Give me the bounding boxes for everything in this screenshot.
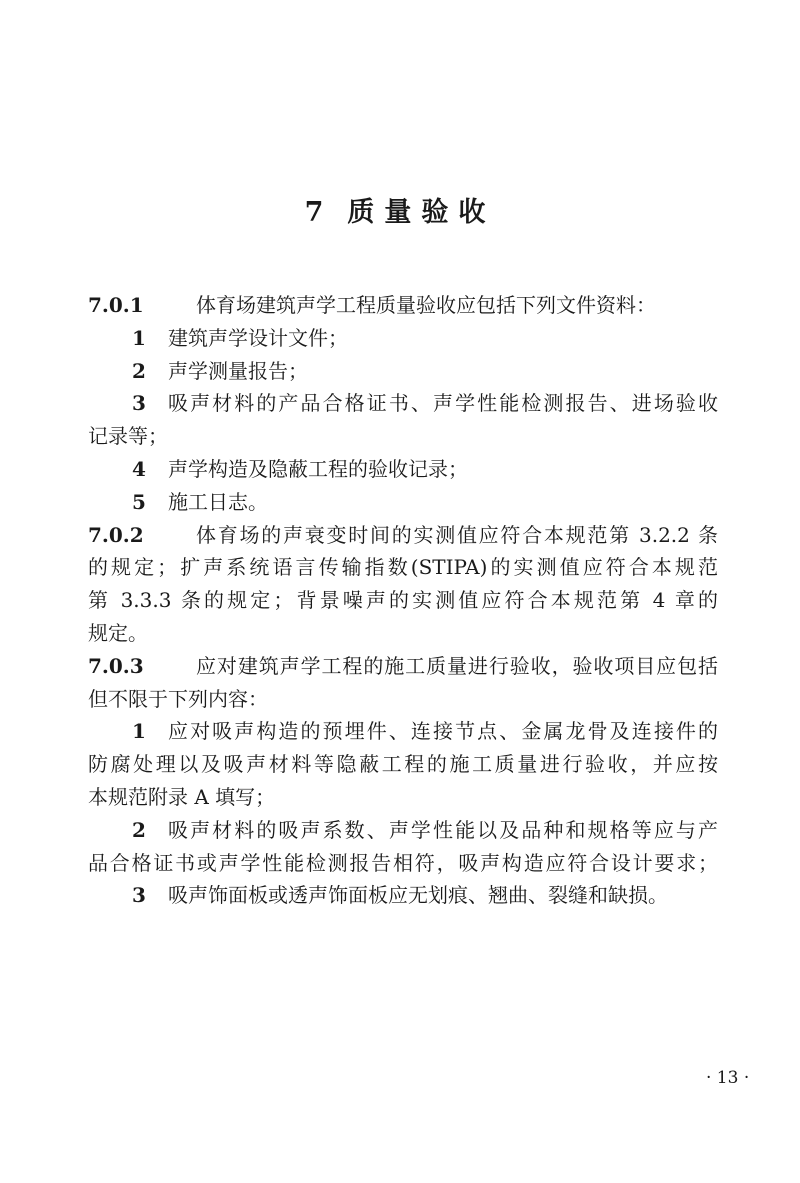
line-text: 施工日志。 [168, 489, 268, 514]
line-text: 的规定；扩声系统语言传输指数(STIPA)的实测值应符合本规范 [88, 555, 718, 580]
clause-number: 7.0.3 [88, 653, 144, 678]
text-line [88, 781, 718, 814]
item-number: 2 [132, 358, 146, 383]
text-line [88, 453, 718, 486]
text-line [88, 486, 718, 519]
line-text: 但不限于下列内容： [88, 686, 268, 711]
text-line [88, 617, 718, 650]
line-text: 体育场建筑声学工程质量验收应包括下列文件资料： [196, 293, 656, 317]
text-line [88, 814, 718, 847]
text-line [88, 584, 718, 617]
text-line [88, 322, 718, 355]
clause-number: 7.0.2 [88, 522, 144, 547]
document-body [88, 289, 718, 912]
item-number: 3 [132, 883, 146, 908]
line-text: 吸声饰面板或透声饰面板应无划痕、翘曲、裂缝和缺损。 [168, 883, 668, 908]
line-text: 防腐处理以及吸声材料等隐蔽工程的施工质量进行验收，并应按 [88, 752, 718, 777]
line-text: 记录等； [88, 424, 168, 449]
chapter-number: 7 [304, 197, 334, 228]
item-number: 3 [132, 391, 146, 416]
item-number: 5 [132, 489, 146, 514]
text-line [88, 650, 718, 683]
chapter-title [0, 190, 800, 229]
item-number: 2 [132, 817, 146, 842]
item-number: 4 [132, 456, 146, 481]
item-number: 1 [132, 325, 146, 350]
line-text: 应对建筑声学工程的施工质量进行验收，验收项目应包括 [196, 653, 718, 678]
text-line [88, 355, 718, 388]
line-text: 体育场的声衰变时间的实测值应符合本规范第 3.2.2 条 [196, 522, 718, 547]
line-text: 规定。 [88, 620, 148, 645]
text-line [88, 289, 718, 322]
text-line [88, 387, 718, 420]
clause-number: 7.0.1 [88, 293, 144, 317]
line-text: 吸声材料的吸声系数、声学性能以及品种和规格等应与产 [168, 817, 718, 842]
text-line [88, 748, 718, 781]
line-text: 吸声材料的产品合格证书、声学性能检测报告、进场验收 [168, 391, 718, 416]
text-line [88, 420, 718, 453]
line-text: 第 3.3.3 条的规定；背景噪声的实测值应符合本规范第 4 章的 [88, 588, 718, 613]
line-text: 声学测量报告； [168, 358, 308, 383]
line-text: 建筑声学设计文件； [168, 325, 348, 350]
chapter-heading: 质量验收 [347, 197, 496, 228]
line-text: 本规范附录 A 填写； [88, 784, 276, 809]
text-line [88, 879, 718, 912]
page-number: · 13 · [706, 1068, 750, 1088]
item-number: 1 [132, 719, 146, 744]
text-line [88, 683, 718, 716]
text-line [88, 715, 718, 748]
text-line [88, 519, 718, 552]
line-text: 应对吸声构造的预埋件、连接节点、金属龙骨及连接件的 [168, 719, 718, 744]
line-text: 品合格证书或声学性能检测报告相符，吸声构造应符合设计要求； [88, 850, 718, 875]
line-text: 声学构造及隐蔽工程的验收记录； [168, 456, 468, 481]
text-line [88, 847, 718, 880]
text-line [88, 551, 718, 584]
